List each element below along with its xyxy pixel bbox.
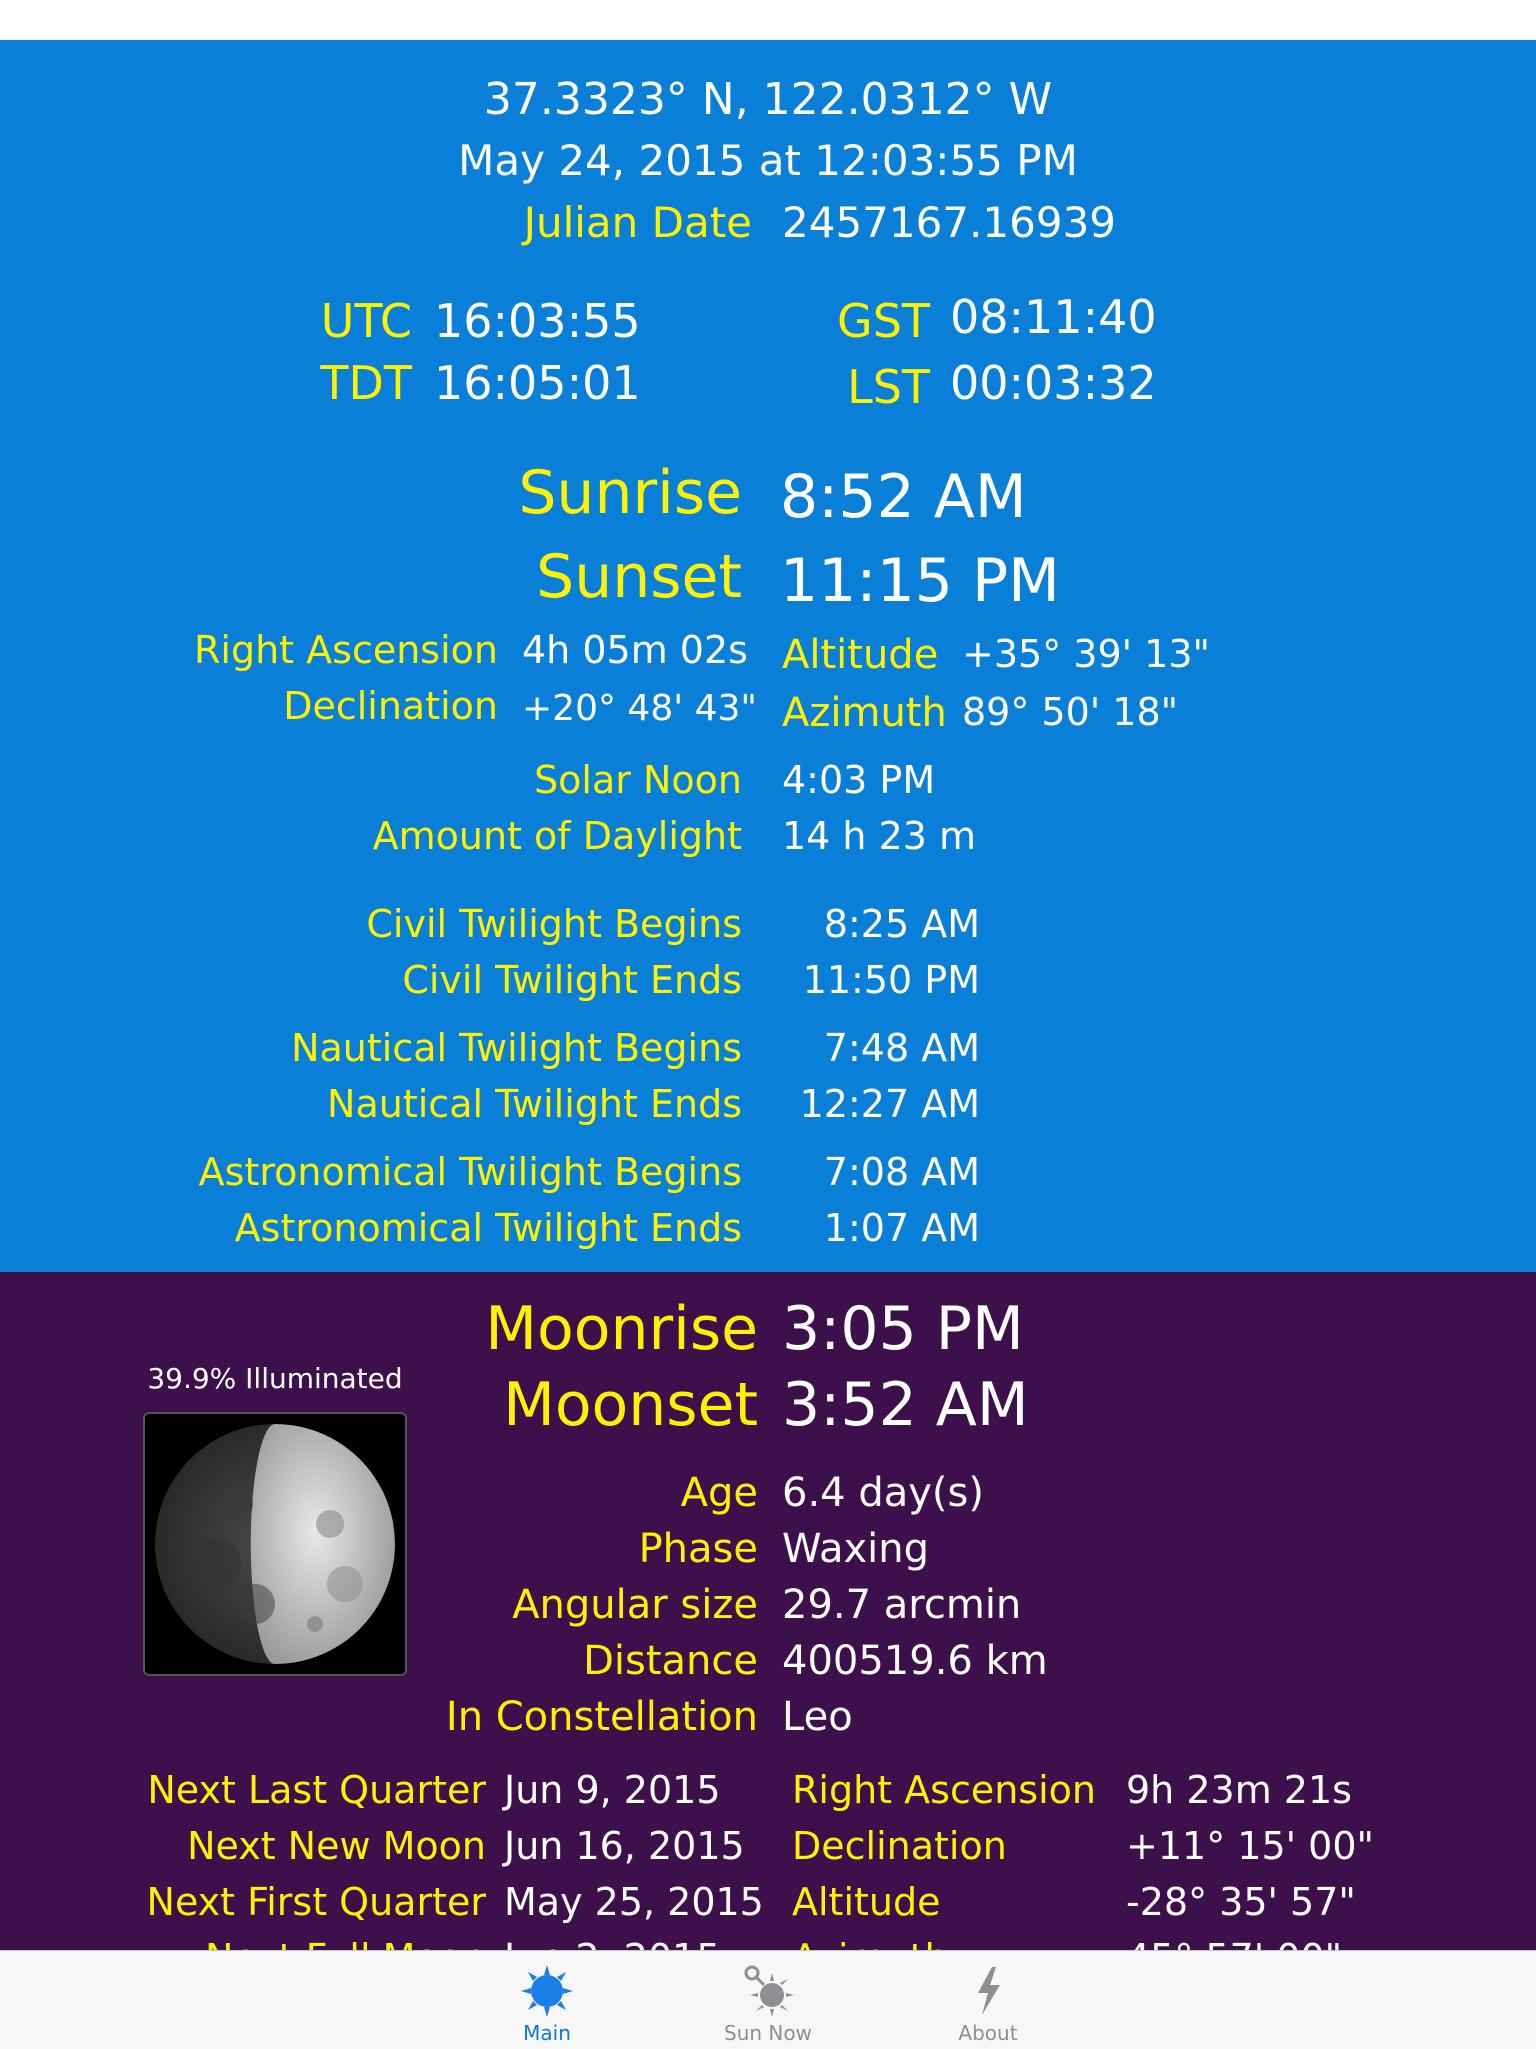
- next-first-quarter-value: May 25, 2015: [504, 1880, 764, 1924]
- julian-date-label: Julian Date: [523, 198, 752, 247]
- astronomical-twilight-ends-value: 1:07 AM: [823, 1206, 980, 1250]
- next-last-quarter-value: Jun 9, 2015: [504, 1768, 721, 1812]
- tab-sun-now[interactable]: [688, 1951, 848, 2049]
- sunset-label: Sunset: [536, 542, 742, 612]
- lightning-icon: [958, 1963, 1018, 2019]
- moon-ra-value: 9h 23m 21s: [1126, 1768, 1352, 1812]
- moonset-label: Moonset: [503, 1370, 758, 1440]
- sun-panel: [0, 40, 1536, 1272]
- next-last-quarter-label: Next Last Quarter: [147, 1768, 486, 1812]
- sun-icon: [517, 1963, 577, 2019]
- next-new-moon-value: Jun 16, 2015: [504, 1824, 745, 1868]
- solar-noon-value: 4:03 PM: [782, 758, 936, 802]
- julian-date-value: 2457167.16939: [782, 198, 1117, 247]
- sun-azimuth-value: 89° 50' 18": [962, 690, 1179, 734]
- civil-twilight-begins-label: Civil Twilight Begins: [366, 902, 742, 946]
- sun-dec-label: Declination: [283, 684, 498, 728]
- lst-label: LST: [847, 360, 930, 414]
- moonset-value: 3:52 AM: [782, 1370, 1029, 1440]
- tab-bar: [0, 1950, 1536, 2049]
- sun-altitude-value: +35° 39' 13": [962, 632, 1210, 676]
- utc-label: UTC: [320, 294, 412, 348]
- moon-ra-label: Right Ascension: [792, 1768, 1096, 1812]
- tab-about-label: About: [958, 2021, 1018, 2045]
- astronomical-twilight-ends-label: Astronomical Twilight Ends: [234, 1206, 742, 1250]
- moon-lit-region: [251, 1424, 395, 1664]
- civil-twilight-ends-label: Civil Twilight Ends: [402, 958, 742, 1002]
- civil-twilight-ends-value: 11:50 PM: [802, 958, 980, 1002]
- tab-about[interactable]: [908, 1951, 1068, 2049]
- sunrise-label: Sunrise: [518, 458, 742, 528]
- tdt-value: 16:05:01: [434, 356, 641, 410]
- tab-main-label: Main: [523, 2021, 571, 2045]
- moon-altitude-value: -28° 35' 57": [1126, 1880, 1356, 1924]
- tab-main[interactable]: [467, 1951, 627, 2049]
- next-first-quarter-label: Next First Quarter: [146, 1880, 486, 1924]
- moon-phase-label: Phase: [638, 1526, 758, 1572]
- daylight-value: 14 h 23 m: [782, 814, 977, 858]
- tab-sun-now-label: Sun Now: [724, 2021, 812, 2045]
- nautical-twilight-ends-value: 12:27 AM: [799, 1082, 980, 1126]
- moon-angular-size-value: 29.7 arcmin: [782, 1582, 1022, 1628]
- utc-value: 16:03:55: [434, 294, 641, 348]
- moon-age-label: Age: [680, 1470, 758, 1516]
- moon-age-value: 6.4 day(s): [782, 1470, 984, 1516]
- sunrise-value: 8:52 AM: [780, 462, 1027, 532]
- civil-twilight-begins-value: 8:25 AM: [823, 902, 980, 946]
- gst-value: 08:11:40: [950, 290, 1157, 344]
- sun-altitude-label: Altitude: [782, 632, 939, 678]
- lst-value: 00:03:32: [950, 356, 1157, 410]
- daylight-label: Amount of Daylight: [372, 814, 742, 858]
- nautical-twilight-begins-value: 7:48 AM: [823, 1026, 980, 1070]
- astronomical-twilight-begins-label: Astronomical Twilight Begins: [198, 1150, 742, 1194]
- nautical-twilight-ends-label: Nautical Twilight Ends: [327, 1082, 742, 1126]
- gst-label: GST: [837, 294, 930, 348]
- nautical-twilight-begins-label: Nautical Twilight Begins: [291, 1026, 742, 1070]
- moon-angular-size-label: Angular size: [512, 1582, 758, 1628]
- date-time: May 24, 2015 at 12:03:55 PM: [458, 136, 1078, 185]
- sun-azimuth-label: Azimuth: [782, 690, 947, 736]
- moon-dec-value: +11° 15' 00": [1126, 1824, 1374, 1868]
- sun-ra-value: 4h 05m 02s: [522, 628, 748, 672]
- moon-distance-label: Distance: [583, 1638, 758, 1684]
- moon-icon: [145, 1414, 405, 1674]
- sunset-value: 11:15 PM: [780, 546, 1060, 616]
- solar-noon-label: Solar Noon: [534, 758, 742, 802]
- sun-ra-label: Right Ascension: [194, 628, 498, 672]
- moon-distance-value: 400519.6 km: [782, 1638, 1048, 1684]
- moon-constellation-label: In Constellation: [445, 1694, 758, 1740]
- next-new-moon-label: Next New Moon: [187, 1824, 486, 1868]
- astronomical-twilight-begins-value: 7:08 AM: [823, 1150, 980, 1194]
- moonrise-value: 3:05 PM: [782, 1294, 1024, 1364]
- sun-dec-value: +20° 48' 43": [522, 688, 757, 729]
- moon-constellation-value: Leo: [782, 1694, 853, 1740]
- coordinates: 37.3323° N, 122.0312° W: [483, 74, 1053, 125]
- illuminated-text: 39.9% Illuminated: [147, 1362, 403, 1395]
- moon-phase-image: [143, 1412, 407, 1676]
- sun-search-icon: [738, 1963, 798, 2019]
- moonrise-label: Moonrise: [485, 1294, 758, 1364]
- moon-altitude-label: Altitude: [792, 1880, 941, 1924]
- moon-panel: [0, 1272, 1536, 1950]
- moon-dec-label: Declination: [792, 1824, 1007, 1868]
- moon-phase-value: Waxing: [782, 1526, 930, 1572]
- tdt-label: TDT: [320, 356, 412, 410]
